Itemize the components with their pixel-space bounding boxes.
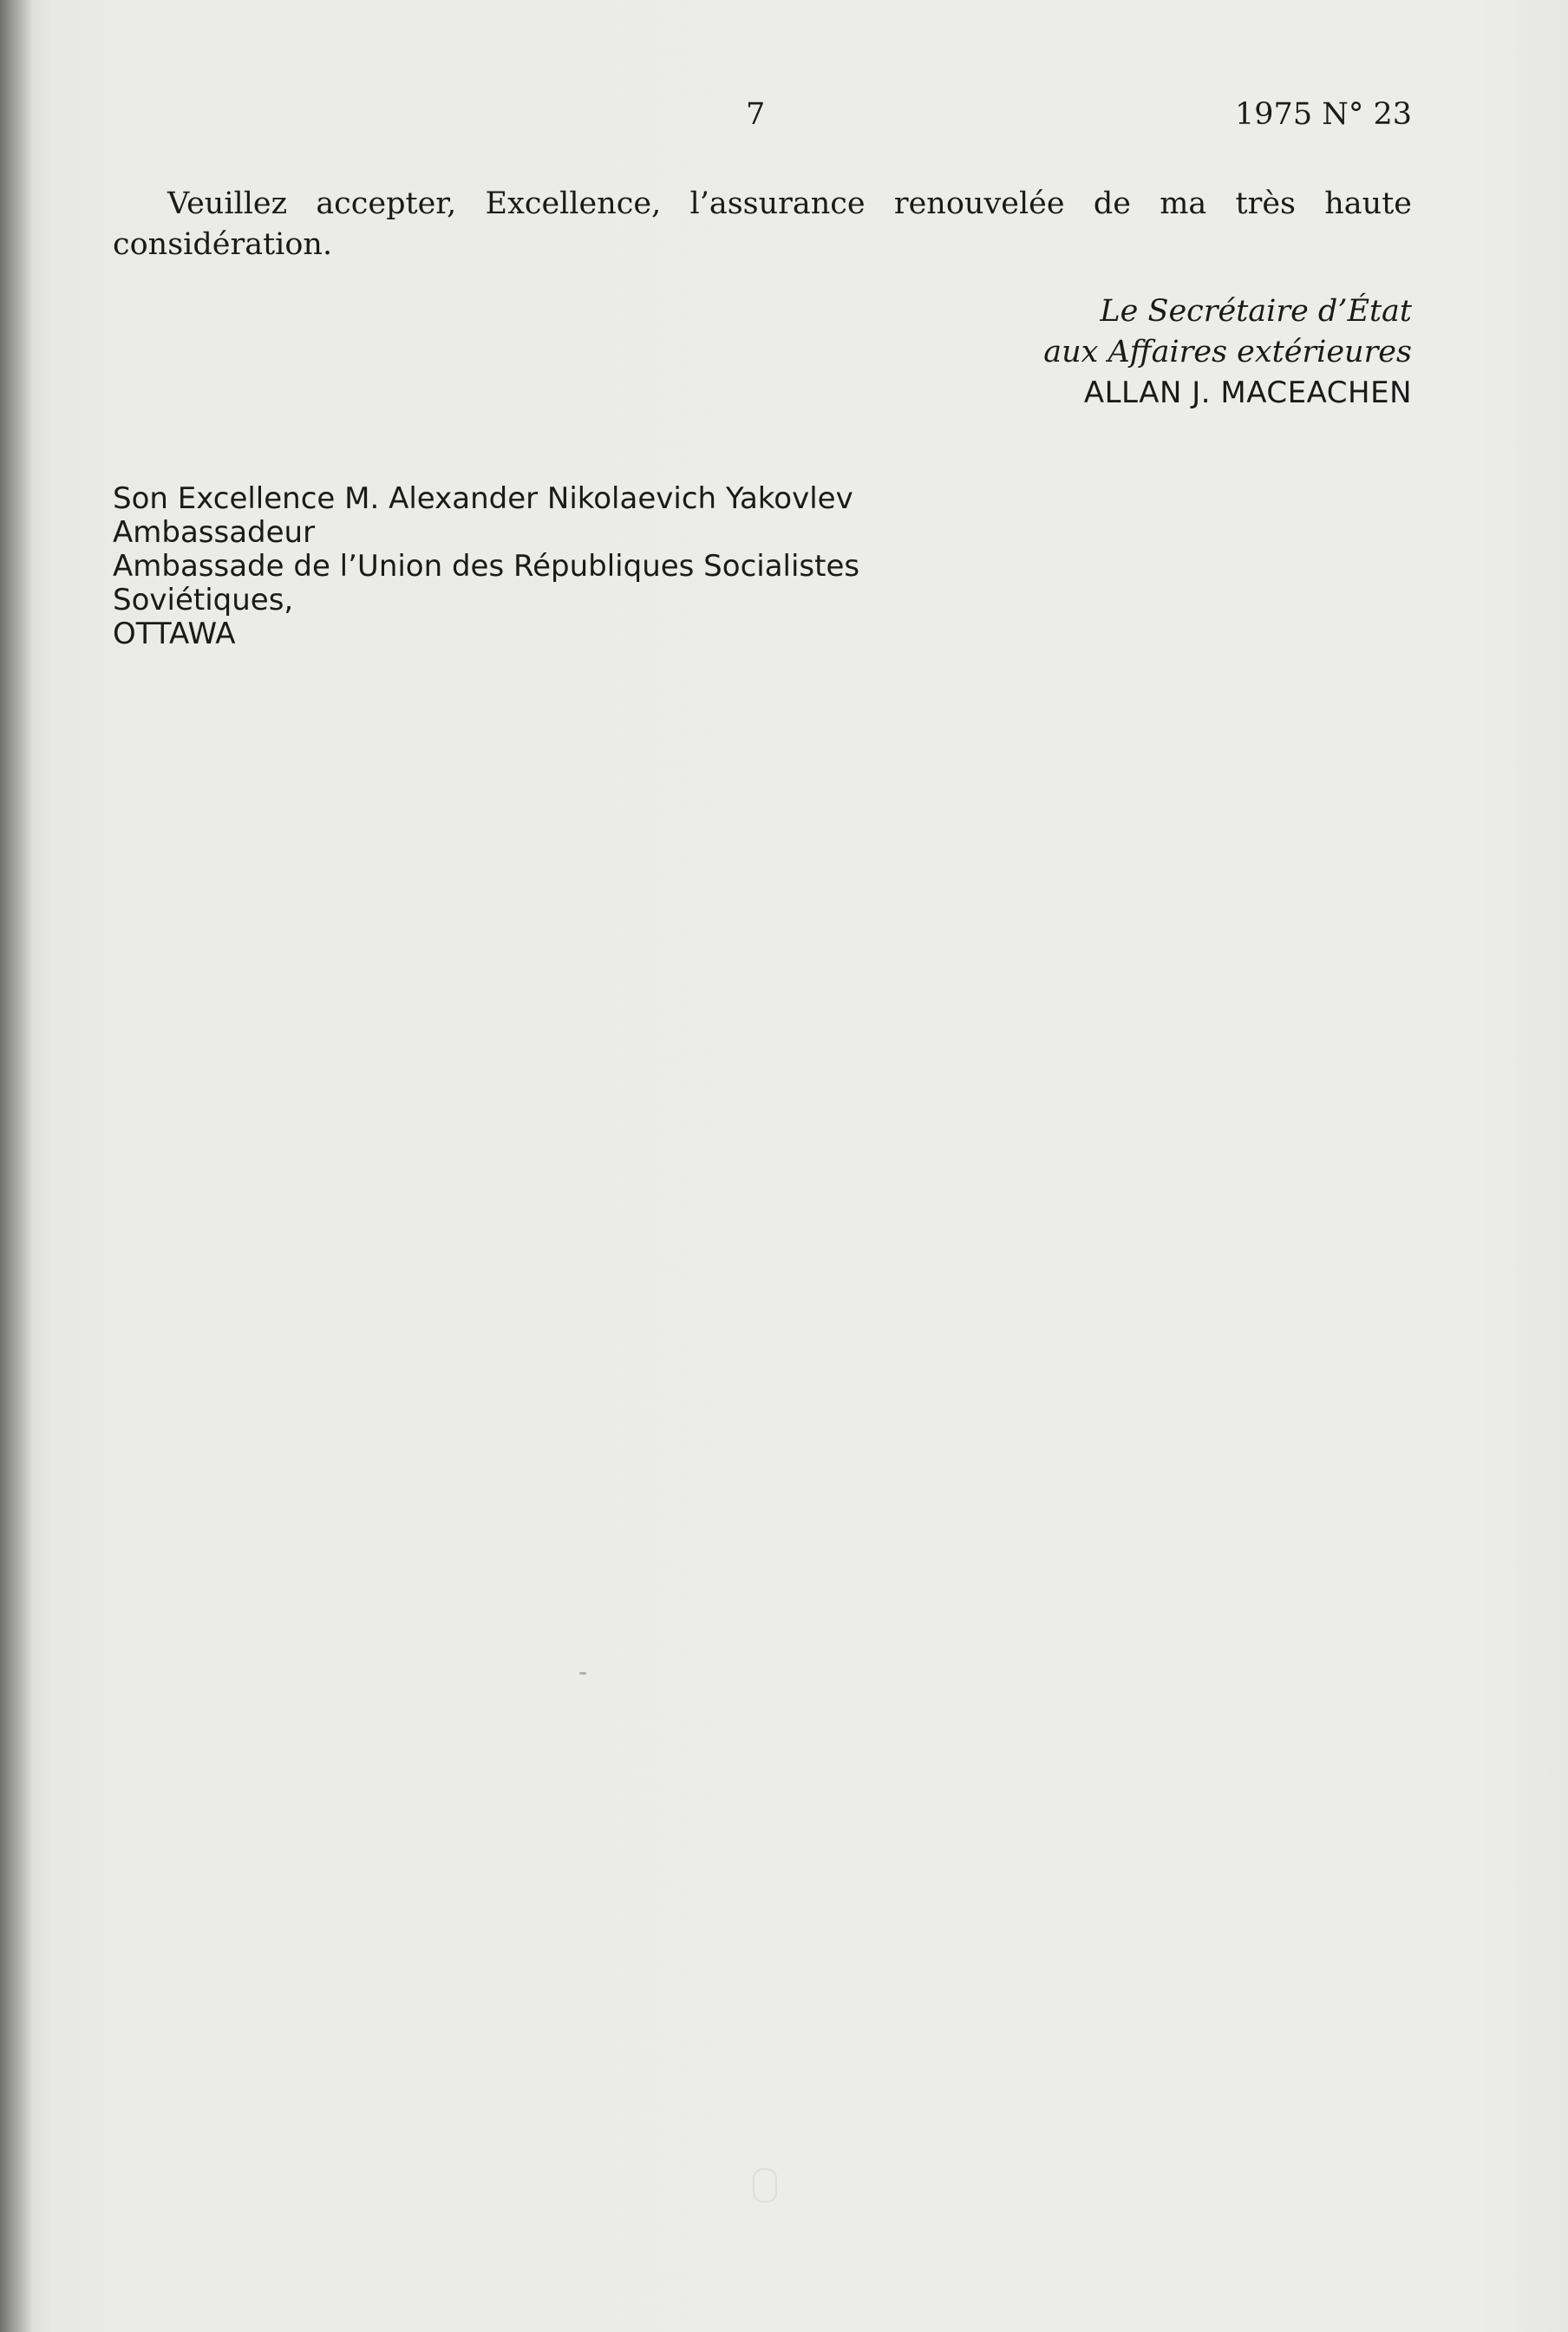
page-number: 7 — [746, 97, 766, 132]
closing-paragraph — [113, 184, 1412, 265]
signatory-title-line-2: aux Affaires extérieures — [1043, 335, 1412, 369]
addressee-block — [113, 482, 859, 651]
closing-line-2: considération. — [113, 227, 333, 262]
signatory-title-line-1: Le Secrétaire d’État — [1100, 294, 1412, 329]
addressee-line-3: Ambassade de l’Union des Républiques Socialistes — [113, 549, 860, 584]
paper-speck — [579, 1672, 586, 1675]
addressee-line-4: Soviétiques, — [113, 583, 294, 617]
addressee-line-5: OTTAWA — [113, 617, 236, 651]
page-binding-shadow — [0, 0, 33, 2332]
document-reference: 1975 N° 23 — [1235, 97, 1412, 132]
signatory-name: ALLAN J. MACEACHEN — [1083, 376, 1412, 410]
show-through-mark — [753, 2168, 777, 2203]
addressee-line-1: Son Excellence M. Alexander Nikolaevich Yakovlev — [113, 481, 853, 516]
addressee-line-2: Ambassadeur — [113, 515, 316, 550]
closing-line-1: Veuillez accepter, Excellence, l’assurance renouvelée de ma très haute — [167, 186, 1412, 221]
signature-block — [1043, 291, 1412, 414]
